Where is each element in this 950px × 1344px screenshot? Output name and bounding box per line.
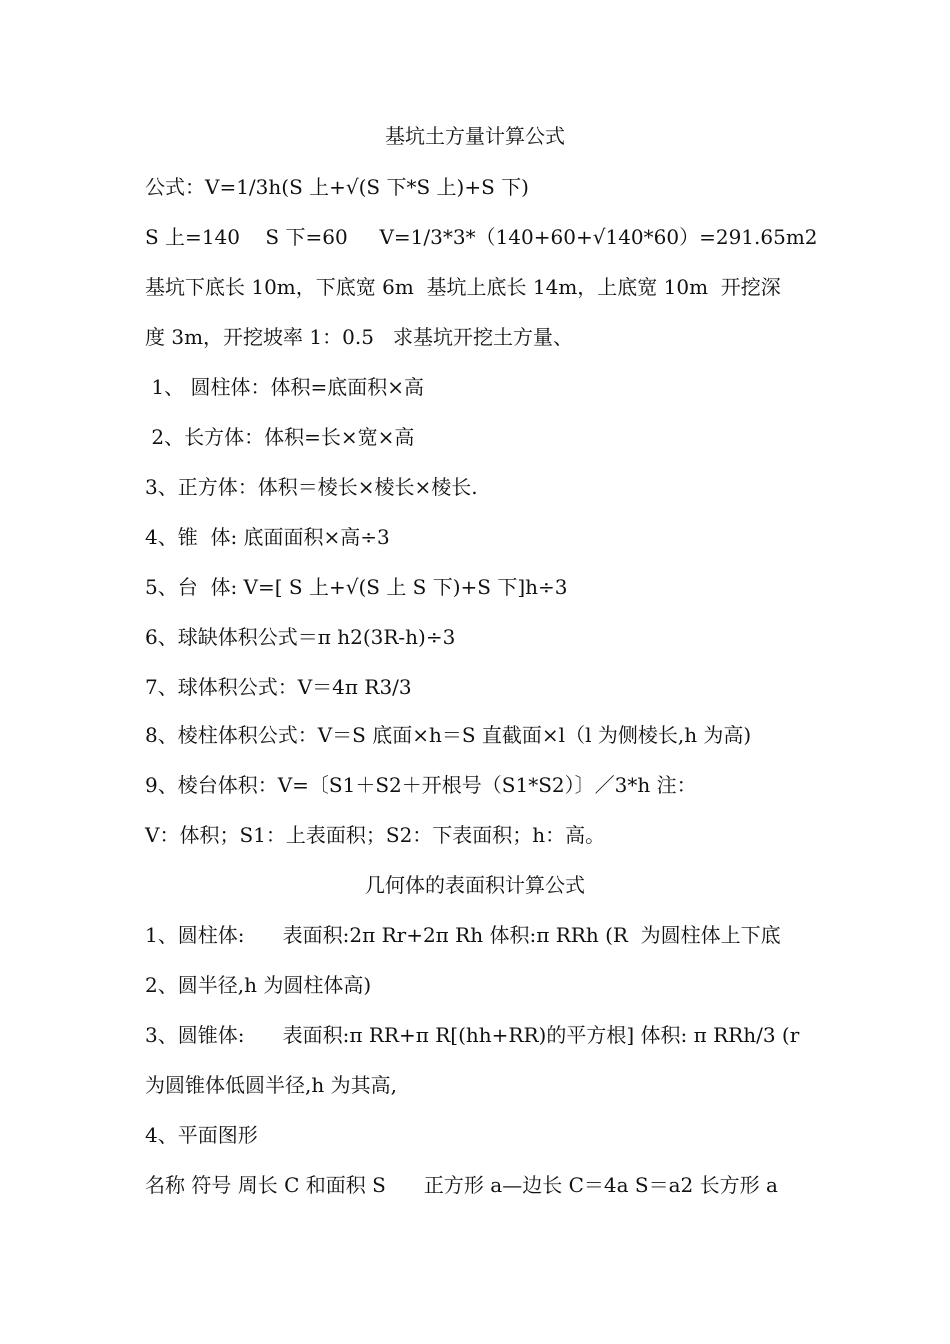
text-line-4: 度 3m，开挖坡率 1：0.5 求基坑开挖土方量、 bbox=[145, 325, 574, 349]
text-line-17: 3、圆锥体: 表面积:π RR+π R[(hh+RR)的平方根] 体积: π RRh/3 (r bbox=[145, 1023, 800, 1047]
text-line-13: 9、棱台体积：V=〔S1＋S2＋开根号（S1*S2）〕／3*h 注： bbox=[145, 773, 697, 797]
text-line-19: 4、平面图形 bbox=[145, 1123, 258, 1147]
text-line-16: 2、圆半径,h 为圆柱体高) bbox=[145, 973, 372, 997]
text-line-1: 公式：V=1/3h(S 上+√(S 下*S 上)+S 下) bbox=[145, 175, 529, 199]
text-line-3: 基坑下底长 10m，下底宽 6m 基坑上底长 14m，上底宽 10m 开挖深 bbox=[145, 275, 781, 299]
document-title: 基坑土方量计算公式 bbox=[385, 124, 565, 148]
text-line-5: 1、 圆柱体：体积=底面积×高 bbox=[145, 375, 424, 399]
text-line-10: 6、球缺体积公式＝π h2(3R-h)÷3 bbox=[145, 625, 456, 649]
text-line-11: 7、球体积公式：V＝4π R3/3 bbox=[145, 675, 412, 699]
text-line-14: V：体积；S1：上表面积；S2：下表面积；h：高。 bbox=[145, 823, 606, 847]
text-line-8: 4、锥 体: 底面面积×高÷3 bbox=[145, 525, 390, 549]
text-line-2: S 上=140 S 下=60 V=1/3*3*（140+60+√140*60）=291.65m2 bbox=[145, 225, 818, 249]
text-line-7: 3、正方体：体积＝棱长×棱长×棱长. bbox=[145, 475, 478, 499]
text-line-6: 2、长方体：体积=长×宽×高 bbox=[145, 425, 415, 449]
text-line-18: 为圆锥体低圆半径,h 为其高, bbox=[145, 1073, 397, 1097]
text-line-9: 5、台 体: V=[ S 上+√(S 上 S 下)+S 下]h÷3 bbox=[145, 575, 568, 599]
text-line-12: 8、棱柱体积公式：V＝S 底面×h＝S 直截面×l（l 为侧棱长,h 为高) bbox=[145, 723, 752, 747]
section-subtitle: 几何体的表面积计算公式 bbox=[365, 873, 585, 897]
text-line-20: 名称 符号 周长 C 和面积 S 正方形 a—边长 C＝4a S＝a2 长方形 a bbox=[145, 1173, 778, 1197]
text-line-15: 1、圆柱体: 表面积:2π Rr+2π Rh 体积:π RRh (R 为圆柱体上下底 bbox=[145, 923, 781, 947]
